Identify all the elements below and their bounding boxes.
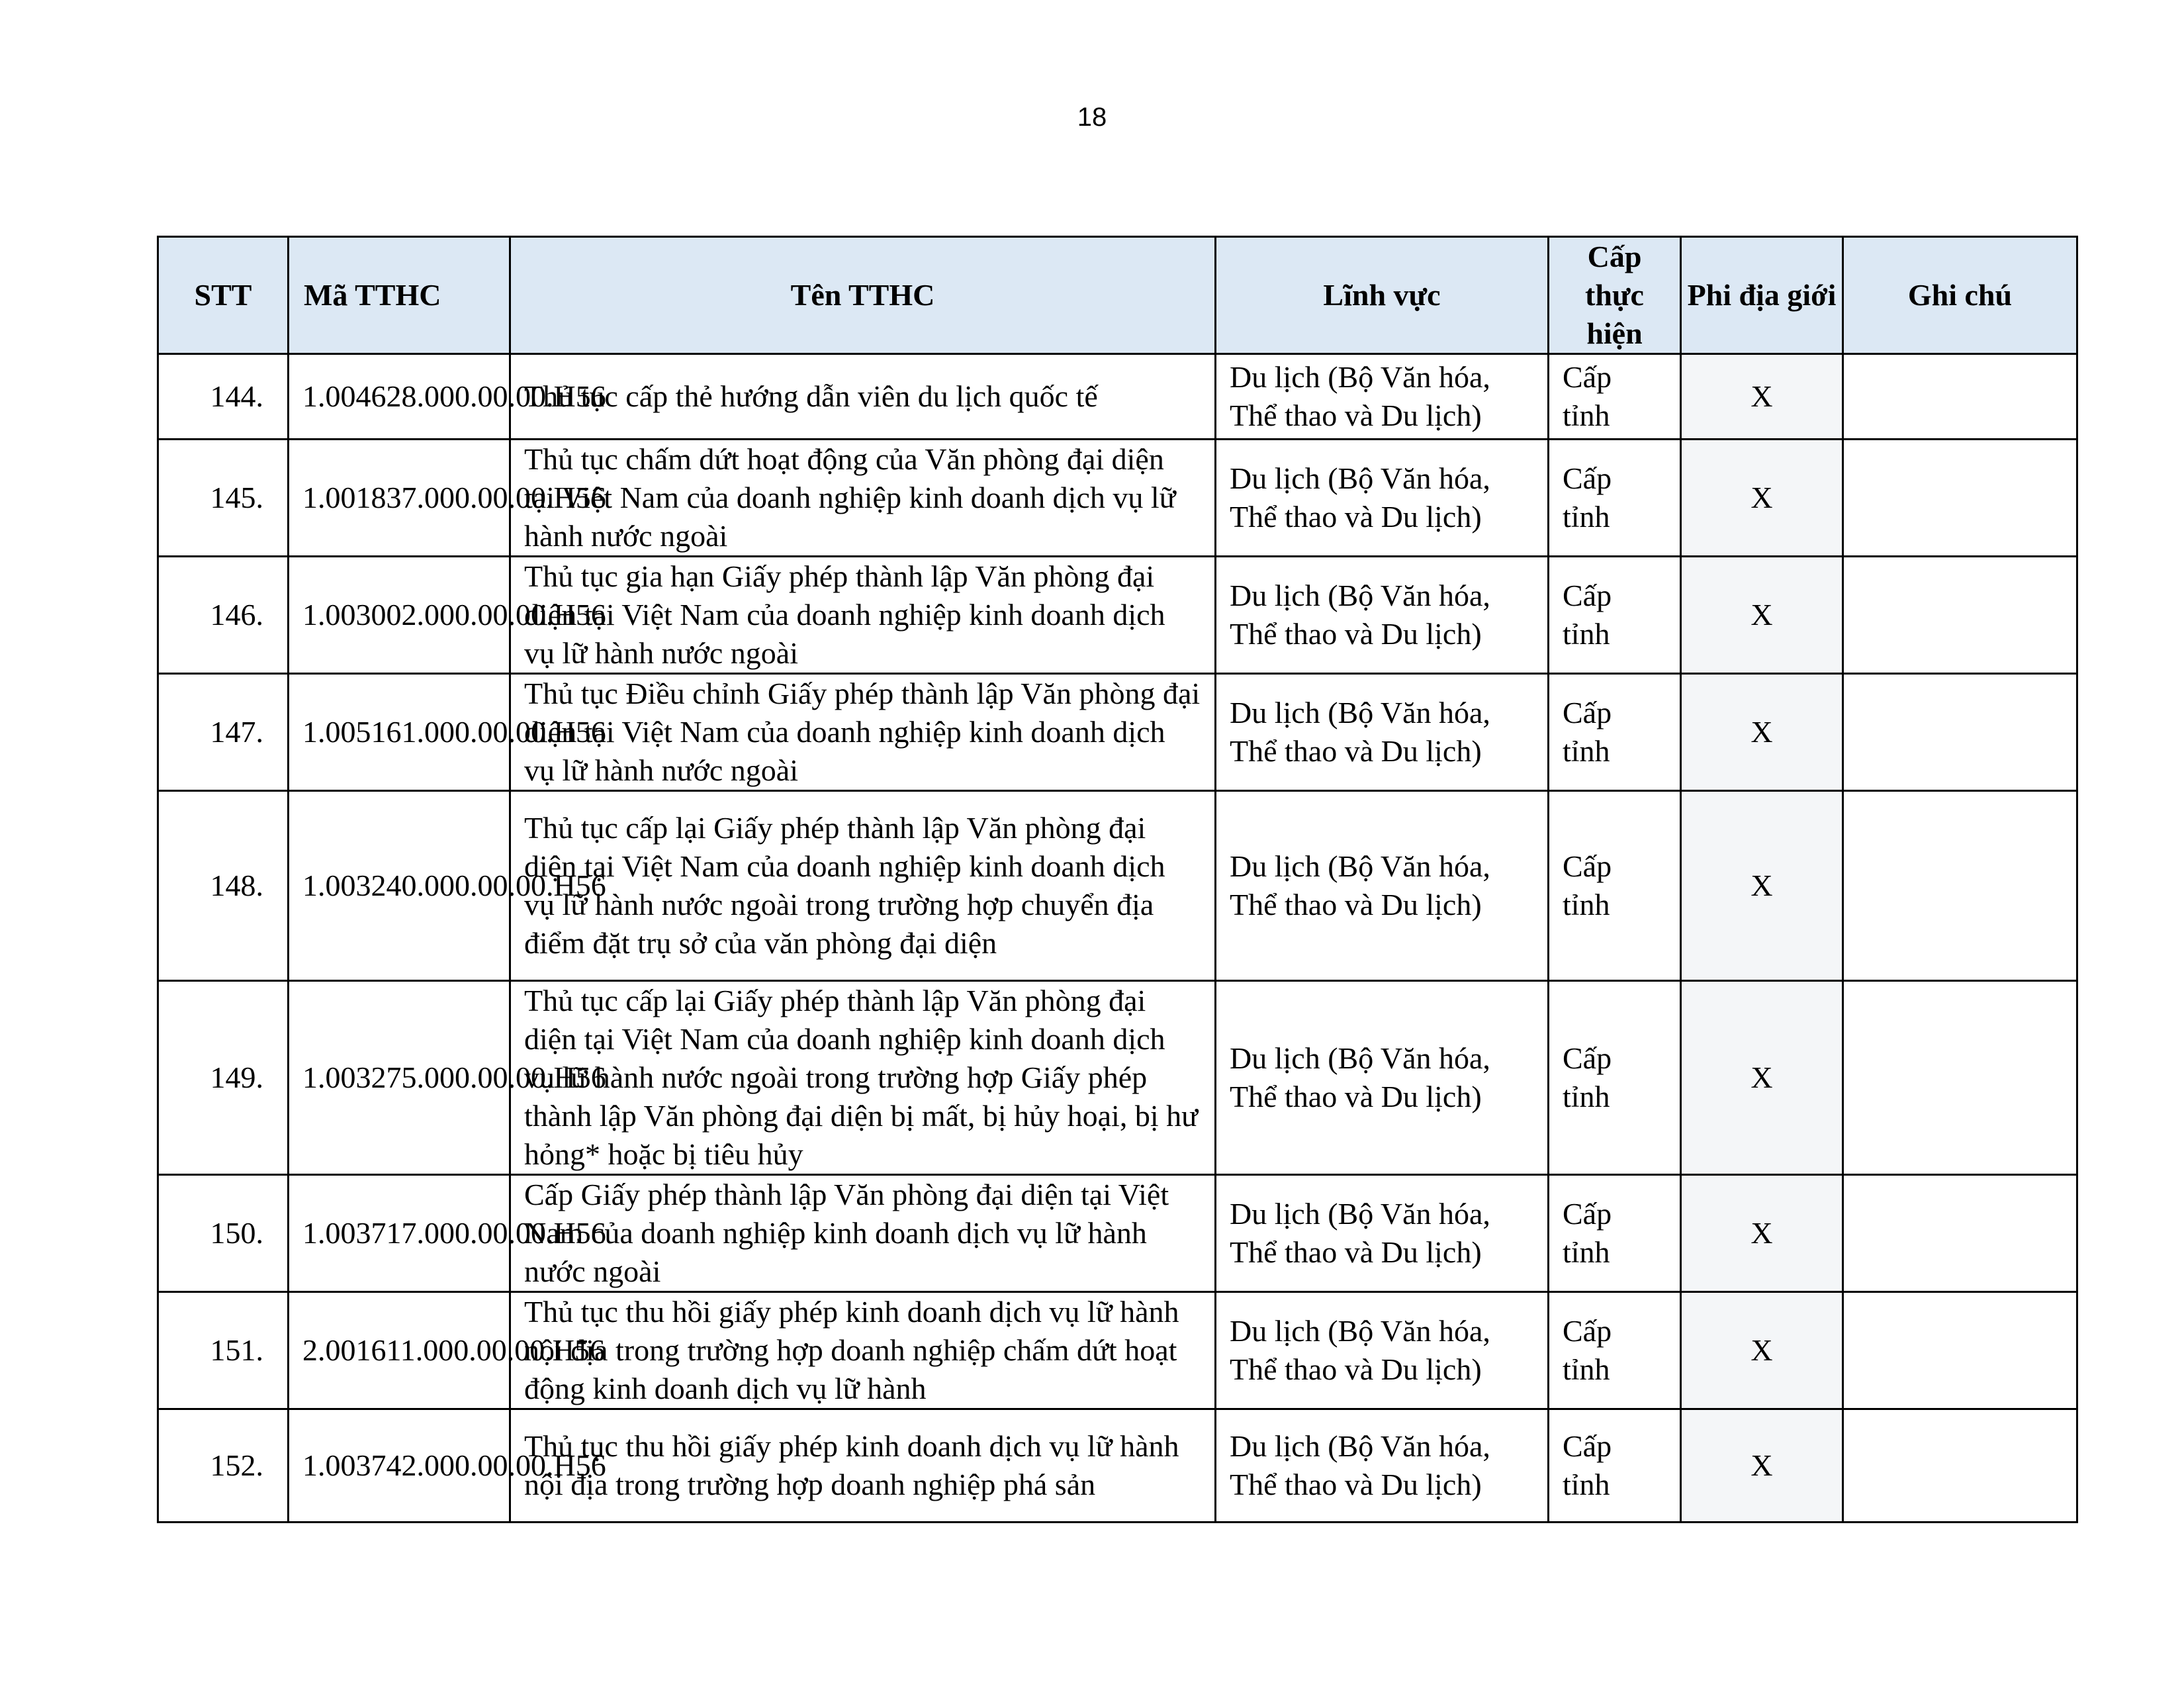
cell-stt: 149. — [158, 981, 289, 1175]
cell-field: Du lịch (Bộ Văn hóa, Thể thao và Du lịch) — [1216, 557, 1549, 674]
cell-level: Cấp tỉnh — [1549, 557, 1681, 674]
cell-note — [1843, 1409, 2077, 1523]
cell-code: 2.001611.000.00.00.H56 — [289, 1292, 510, 1409]
header-code: Mã TTHC — [289, 237, 510, 354]
cell-fee: X — [1681, 354, 1843, 440]
header-level: Cấp thực hiện — [1549, 237, 1681, 354]
cell-level: Cấp tỉnh — [1549, 1175, 1681, 1292]
cell-code: 1.004628.000.00.00.H56 — [289, 354, 510, 440]
cell-note — [1843, 674, 2077, 791]
table-row — [158, 981, 2077, 1175]
cell-fee: X — [1681, 1292, 1843, 1409]
cell-level: Cấp tỉnh — [1549, 674, 1681, 791]
cell-code: 1.003240.000.00.00.H56 — [289, 791, 510, 981]
cell-name: Cấp Giấy phép thành lập Văn phòng đại diện tại Việt Nam của doanh nghiệp kinh doanh dịch vụ lữ hành nước ngoài — [510, 1175, 1216, 1292]
cell-field: Du lịch (Bộ Văn hóa, Thể thao và Du lịch) — [1216, 1175, 1549, 1292]
cell-stt: 150. — [158, 1175, 289, 1292]
cell-fee: X — [1681, 1175, 1843, 1292]
cell-note — [1843, 440, 2077, 557]
cell-name: Thủ tục chấm dứt hoạt động của Văn phòng đại diện tại Việt Nam của doanh nghiệp kinh doanh dịch vụ lữ hành nước ngoài — [510, 440, 1216, 557]
header-fee: Phi địa giới — [1681, 237, 1843, 354]
cell-code: 1.001837.000.00.00.H56 — [289, 440, 510, 557]
page-number: 18 — [1077, 103, 1107, 132]
cell-code: 1.003717.000.00.00.H56 — [289, 1175, 510, 1292]
cell-stt: 152. — [158, 1409, 289, 1523]
cell-field: Du lịch (Bộ Văn hóa, Thể thao và Du lịch) — [1216, 1409, 1549, 1523]
table-row — [158, 674, 2077, 791]
cell-code: 1.005161.000.00.00.H56 — [289, 674, 510, 791]
tthc-table — [157, 236, 2078, 1523]
cell-level: Cấp tỉnh — [1549, 1409, 1681, 1523]
cell-note — [1843, 981, 2077, 1175]
header-field: Lĩnh vực — [1216, 237, 1549, 354]
cell-code: 1.003275.000.00.00.H56 — [289, 981, 510, 1175]
table-row — [158, 1409, 2077, 1523]
header-note: Ghi chú — [1843, 237, 2077, 354]
header-row — [158, 237, 2077, 354]
cell-stt: 144. — [158, 354, 289, 440]
cell-field: Du lịch (Bộ Văn hóa, Thể thao và Du lịch) — [1216, 791, 1549, 981]
cell-note — [1843, 1175, 2077, 1292]
cell-field: Du lịch (Bộ Văn hóa, Thể thao và Du lịch) — [1216, 354, 1549, 440]
cell-fee: X — [1681, 791, 1843, 981]
cell-level: Cấp tỉnh — [1549, 981, 1681, 1175]
table-row — [158, 354, 2077, 440]
header-stt: STT — [158, 237, 289, 354]
cell-fee: X — [1681, 1409, 1843, 1523]
cell-code: 1.003002.000.00.00.H56 — [289, 557, 510, 674]
cell-stt: 148. — [158, 791, 289, 981]
cell-stt: 147. — [158, 674, 289, 791]
cell-level: Cấp tỉnh — [1549, 1292, 1681, 1409]
cell-level: Cấp tỉnh — [1549, 440, 1681, 557]
cell-field: Du lịch (Bộ Văn hóa, Thể thao và Du lịch) — [1216, 440, 1549, 557]
cell-note — [1843, 557, 2077, 674]
cell-field: Du lịch (Bộ Văn hóa, Thể thao và Du lịch) — [1216, 1292, 1549, 1409]
cell-name: Thủ tục cấp lại Giấy phép thành lập Văn phòng đại diện tại Việt Nam của doanh nghiệp kinh doanh dịch vụ lữ hành nước ngoài trong trường hợp Giấy phép thành lập Văn phòng đại diện bị mất, bị hủy hoại, bị hư hỏng* hoặc bị tiêu hủy — [510, 981, 1216, 1175]
table-row — [158, 1175, 2077, 1292]
cell-note — [1843, 1292, 2077, 1409]
cell-stt: 151. — [158, 1292, 289, 1409]
cell-name: Thủ tục gia hạn Giấy phép thành lập Văn phòng đại diện tại Việt Nam của doanh nghiệp kinh doanh dịch vụ lữ hành nước ngoài — [510, 557, 1216, 674]
cell-name: Thủ tục thu hồi giấy phép kinh doanh dịch vụ lữ hành nội địa trong trường hợp doanh nghiệp phá sản — [510, 1409, 1216, 1523]
cell-field: Du lịch (Bộ Văn hóa, Thể thao và Du lịch) — [1216, 981, 1549, 1175]
cell-field: Du lịch (Bộ Văn hóa, Thể thao và Du lịch) — [1216, 674, 1549, 791]
cell-fee: X — [1681, 440, 1843, 557]
cell-note — [1843, 354, 2077, 440]
cell-level: Cấp tỉnh — [1549, 354, 1681, 440]
table-row — [158, 440, 2077, 557]
cell-fee: X — [1681, 674, 1843, 791]
cell-name: Thủ tục cấp thẻ hướng dẫn viên du lịch quốc tế — [510, 354, 1216, 440]
cell-name: Thủ tục Điều chỉnh Giấy phép thành lập Văn phòng đại diện tại Việt Nam của doanh nghiệp kinh doanh dịch vụ lữ hành nước ngoài — [510, 674, 1216, 791]
cell-code: 1.003742.000.00.00.H56 — [289, 1409, 510, 1523]
cell-fee: X — [1681, 557, 1843, 674]
cell-fee: X — [1681, 981, 1843, 1175]
table-row — [158, 791, 2077, 981]
cell-name: Thủ tục cấp lại Giấy phép thành lập Văn phòng đại diện tại Việt Nam của doanh nghiệp kinh doanh dịch vụ lữ hành nước ngoài trong trường hợp chuyển địa điểm đặt trụ sở của văn phòng đại diện — [510, 791, 1216, 981]
cell-note — [1843, 791, 2077, 981]
table-row — [158, 1292, 2077, 1409]
cell-level: Cấp tỉnh — [1549, 791, 1681, 981]
cell-name: Thủ tục thu hồi giấy phép kinh doanh dịch vụ lữ hành nội địa trong trường hợp doanh nghiệp chấm dứt hoạt động kinh doanh dịch vụ lữ hành — [510, 1292, 1216, 1409]
cell-stt: 146. — [158, 557, 289, 674]
cell-stt: 145. — [158, 440, 289, 557]
table-row — [158, 557, 2077, 674]
header-name: Tên TTHC — [510, 237, 1216, 354]
